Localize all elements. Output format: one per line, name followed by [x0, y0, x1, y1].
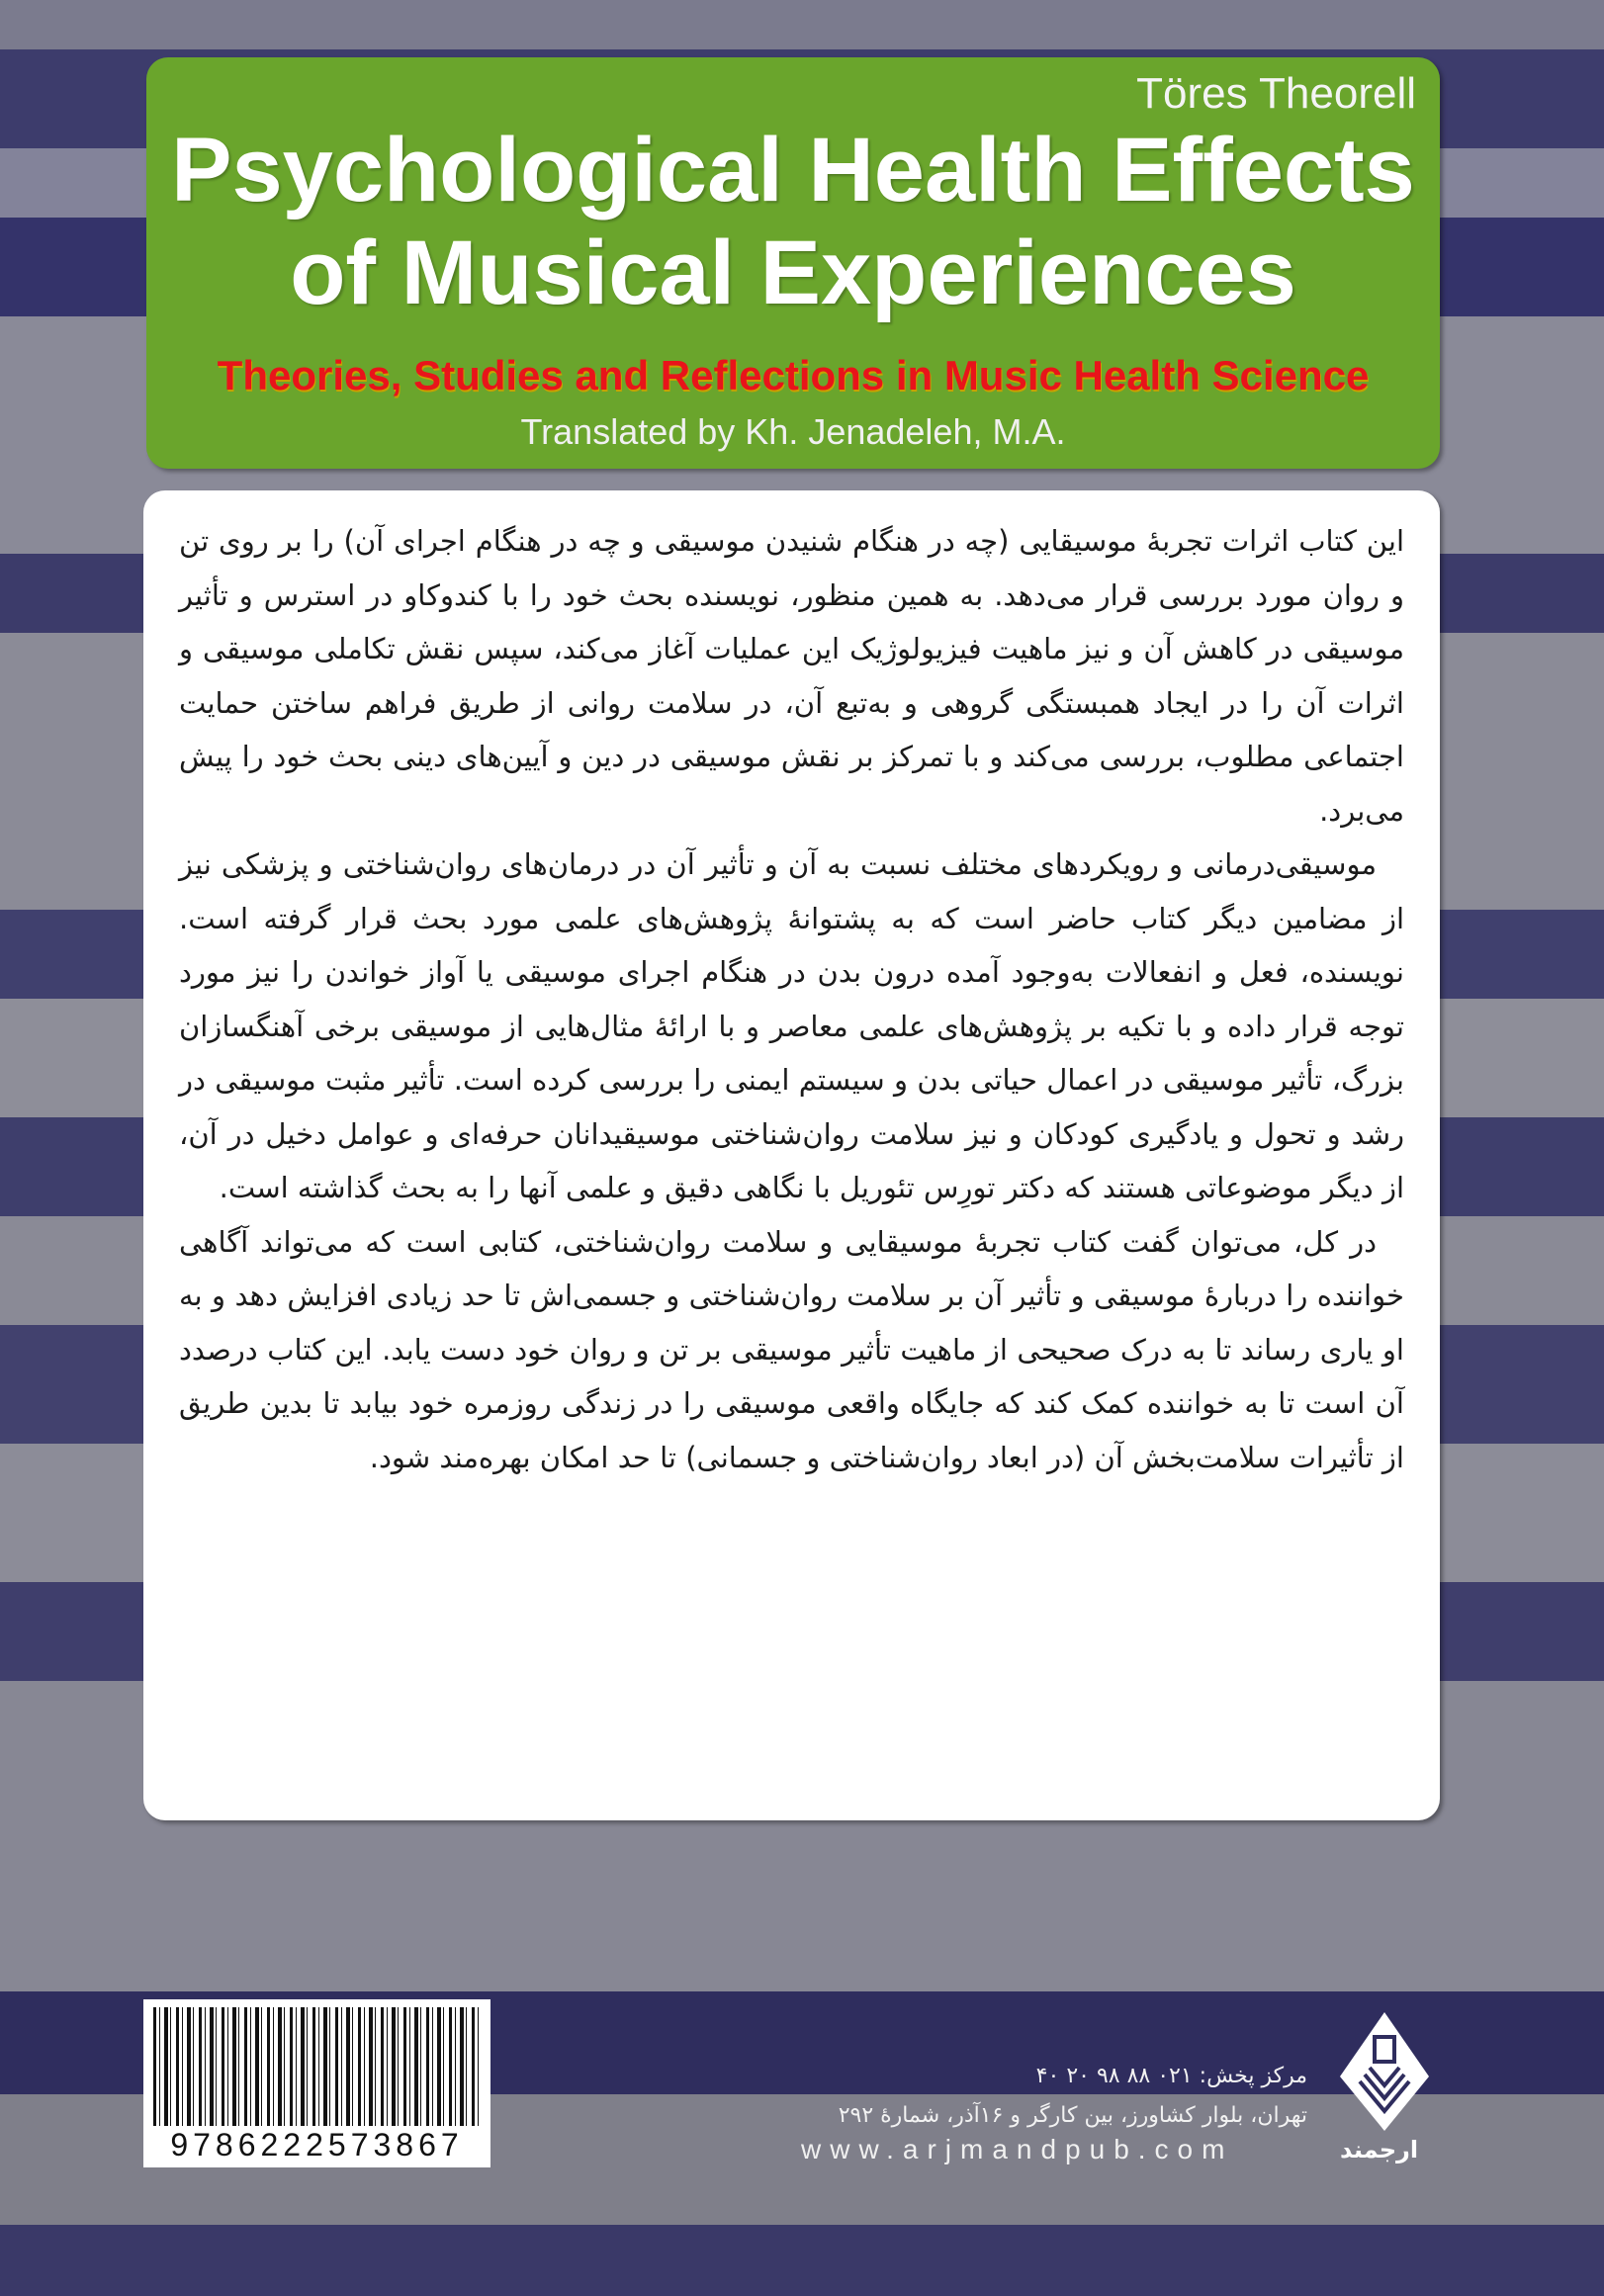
publisher-address: تهران، بلوار کشاورز، بین کارگر و ۱۶آذر، شمارهٔ ۲۹۲: [838, 2103, 1307, 2128]
blurb-paragraph: این کتاب اثرات تجربهٔ موسیقایی (چه در هنگام شنیدن موسیقی و چه در هنگام اجرای آن) را بر روی تن و روان مورد بررسی قرار می‌دهد. به همین منظور، نویسنده بحث خود را با کندوکاو در استرس و تأثیر موسیقی در کاهش آن و نیز ماهیت فیزیولوژیک این عملیات آغاز می‌کند، سپس نقش تکاملی موسیقی و اثرات آن را در ایجاد همبستگی گروهی و به‌تبع آن، در سلامت روانی از طریق فراهم ساختن حمایت اجتماعی مطلوب، بررسی می‌کند و با تمرکز بر نقش موسیقی در دین و آیین‌های دینی بحث خود را پیش می‌برد.: [179, 524, 1404, 828]
title-line-1: Psychological Health Effects: [171, 120, 1415, 221]
title-line-2: of Musical Experiences: [290, 222, 1296, 323]
publisher-website: www.arjmandpub.com: [801, 2134, 1234, 2164]
translator-credit: Translated by Kh. Jenadeleh, M.A.: [520, 411, 1066, 452]
distribution-phone: مرکز پخش: ۰۲۱ ۸۸ ۹۸ ۲۰ ۴۰: [1035, 2064, 1307, 2088]
blurb-panel: [143, 490, 1440, 1820]
publisher-name: ارجمند: [1340, 2136, 1419, 2164]
barcode-bars: [153, 2007, 481, 2126]
title-panel: [146, 57, 1440, 469]
barcode: [143, 1999, 490, 2167]
subtitle: Theories, Studies and Reflections in Music Health Science: [217, 352, 1370, 398]
book-title: [146, 119, 1440, 324]
publisher-info: [839, 2057, 1307, 2136]
blurb-paragraph: موسیقی‌درمانی و رویکردهای مختلف نسبت به آن و تأثیر آن در درمان‌های روان‌شناختی و پزشکی نیز از مضامین دیگر کتاب حاضر است که به پشتوانهٔ پژوهش‌های علمی مورد بحث قرار گرفته است. نویسنده، فعل و انفعالات به‌وجود آمده درون بدن در هنگام اجرای موسیقی یا آواز خواندن را نیز مورد توجه قرار داده و با تکیه بر پژوهش‌های علمی معاصر و با ارائهٔ مثال‌هایی از موسیقی برخی آهنگسازان بزرگ، تأثیر موسیقی در اعمال حیاتی بدن و سیستم ایمنی را بررسی کرده است. تأثیر مثبت موسیقی در رشد و تحول و یادگیری کودکان و نیز سلامت روان‌شناختی موسیقیدانان حرفه‌ای و عوامل دخیل در آن، از دیگر موضوعاتی هستند که دکتر تورِس تئوریل با نگاهی دقیق و علمی آنها را به بحث گذاشته است.: [179, 847, 1404, 1204]
author-name: Töres Theorell: [1136, 69, 1416, 118]
isbn-number: 9786222573867: [170, 2127, 464, 2163]
blurb-paragraph: در کل، می‌توان گفت کتاب تجربهٔ موسیقایی و سلامت روان‌شناختی، کتابی است که می‌تواند آگاهی خواننده را دربارهٔ موسیقی و تأثیر آن بر سلامت روان‌شناختی و جسمی‌اش تا حد زیادی افزایش دهد و به او یاری رساند تا به درک صحیحی از ماهیت تأثیر موسیقی بر تن و روان خود دست یابد. این کتاب درصدد آن است تا به خواننده کمک کند که جایگاه واقعی موسیقی را در زندگی روزمره خود بیابد تا بدین طریق از تأثیرات سلامت‌بخش آن (در ابعاد روان‌شناختی و جسمانی) تا حد امکان بهره‌مند شود.: [179, 1224, 1404, 1474]
